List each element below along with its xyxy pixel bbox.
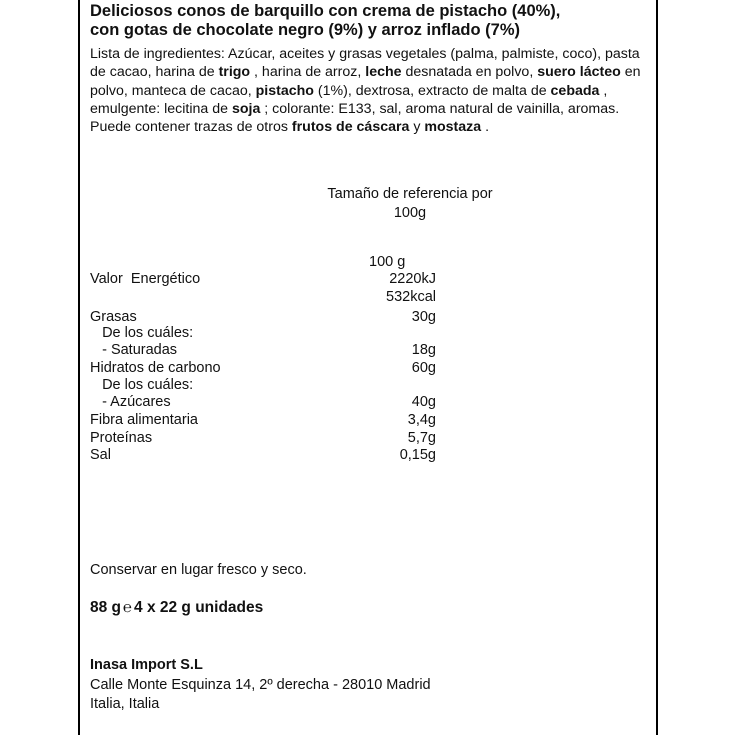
nutrition-label: Sal (90, 447, 111, 463)
allergen-text: suero lácteo (537, 64, 621, 81)
nutrition-label: Grasas (90, 309, 137, 325)
allergen-text: frutos de cáscara (291, 119, 410, 136)
company-address: Calle Monte Esquinza 14, 2º derecha - 28010 Madrid (90, 677, 431, 693)
nutrition-label: - Saturadas (90, 342, 178, 358)
allergen-text: pistacho (255, 82, 314, 99)
allergen-text: leche (365, 64, 402, 81)
nutrition-reference-header (290, 185, 530, 223)
nutrition-label: Valor Energético (90, 271, 201, 287)
product-title-line-2: con gotas de chocolate negro (9%) y arroz inflado (7%) (90, 21, 520, 39)
allergen-text: mostaza (424, 119, 482, 136)
nutrition-label: Hidratos de carbono (90, 360, 221, 376)
ingredient-text: (1%), dextrosa, extracto de malta de (313, 82, 551, 99)
product-title-line-1: Deliciosos conos de barquillo con crema de pistacho (40%), (90, 2, 561, 20)
nutrition-label: Fibra alimentaria (90, 412, 198, 428)
ingredient-text: en polvo, manteca de cacao, (90, 64, 641, 99)
nutrition-value: 30g (411, 309, 436, 325)
ingredient-text: , emulgente: lecitina de (90, 82, 608, 117)
allergen-text: trigo (218, 64, 251, 81)
estimated-sign-icon: ℮ (123, 599, 133, 616)
nutrition-value: 18g (411, 342, 436, 358)
net-weight (90, 598, 263, 618)
nutrition-value: 3,4g (407, 412, 436, 428)
ingredient-text: Lista de ingredientes: Azúcar, aceites y grasas vegetales (palma, palmiste, coco), pasta de cacao, harina de (90, 46, 640, 81)
nutrition-value: 60g (411, 360, 436, 376)
reference-size-value: 100g (393, 205, 427, 221)
nutrition-label: De los cuáles: (90, 325, 194, 341)
nutrition-value: 0,15g (399, 447, 436, 463)
nutrition-column-header: 100 g (369, 254, 406, 270)
allergen-text: cebada (550, 82, 600, 99)
storage-instructions: Conservar en lugar fresco y seco. (90, 562, 307, 578)
ingredient-text: ; colorante: E133, sal, aroma natural de vainilla, aromas. Puede contener trazas de otros (90, 100, 620, 136)
net-weight-value: 88 g (90, 599, 122, 616)
ingredient-text: y (409, 119, 425, 136)
nutrition-label: Proteínas (90, 430, 153, 446)
ingredient-text: , harina de arroz, (250, 64, 366, 81)
ingredient-text: . (481, 119, 490, 136)
product-title (90, 2, 650, 40)
nutrition-value: 40g (411, 394, 436, 410)
reference-size-label: Tamaño de referencia por (327, 186, 493, 202)
nutrition-label: De los cuáles: (90, 377, 194, 393)
nutrition-value: 5,7g (407, 430, 436, 446)
nutrition-value: 2220kJ (389, 271, 436, 287)
allergen-text: soja (231, 100, 261, 117)
ingredient-text: desnatada en polvo, (401, 64, 538, 81)
ingredients-list (90, 45, 650, 136)
net-weight-units: 4 x 22 g unidades (134, 599, 264, 616)
company-name: Inasa Import S.L (90, 657, 203, 673)
company-country: Italia, Italia (90, 696, 160, 712)
nutrition-label: - Azúcares (90, 394, 171, 410)
nutrition-value: 532kcal (386, 289, 436, 305)
